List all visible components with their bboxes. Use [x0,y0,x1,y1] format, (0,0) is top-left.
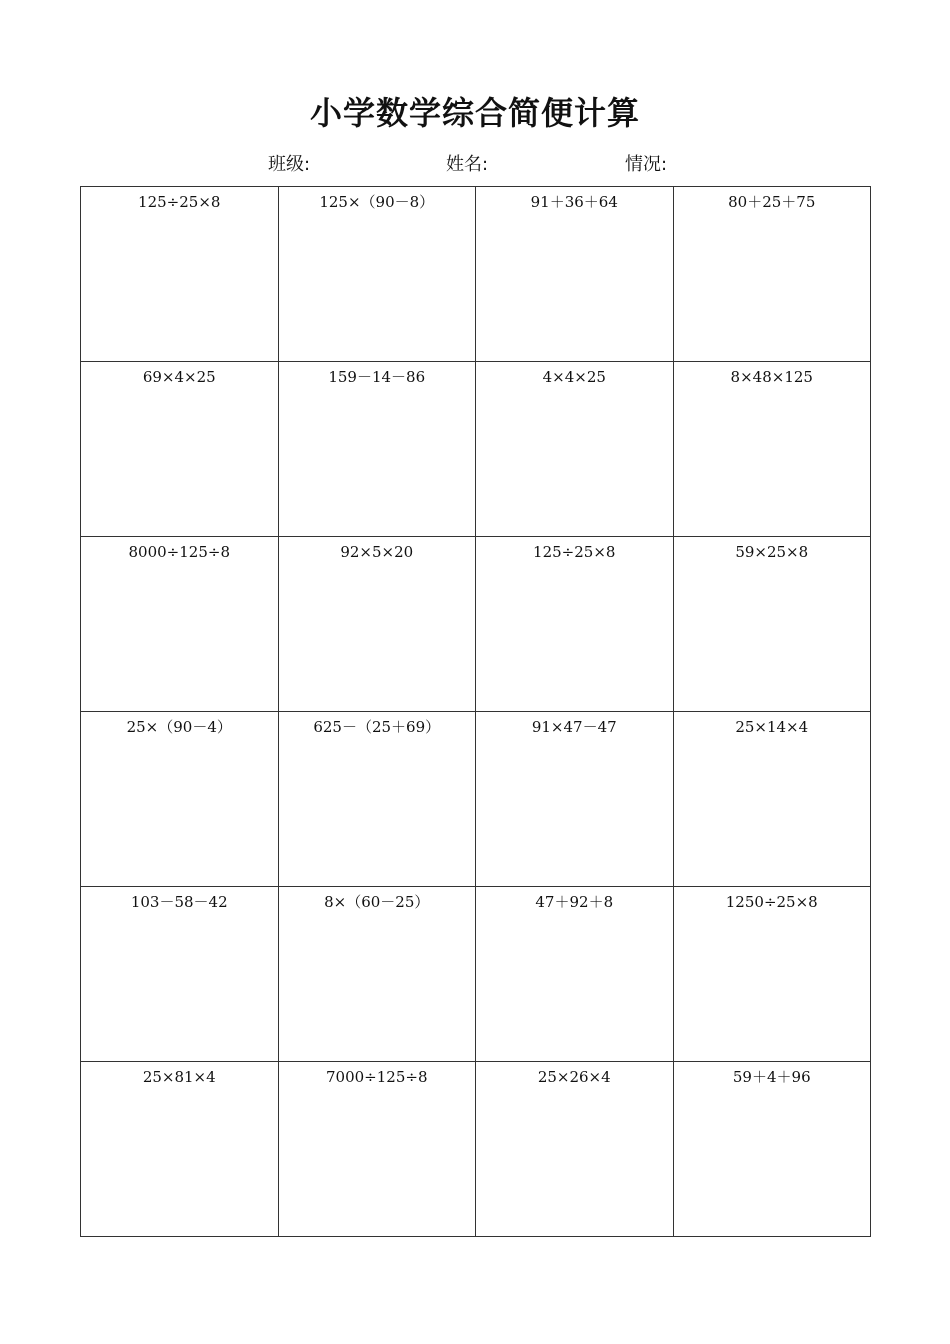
problem-cell: 59×25×8 [674,537,872,712]
problem-cell: 4×4×25 [476,362,674,537]
problem-cell: 8×（60－25） [279,887,477,1062]
worksheet-title: 小学数学综合简便计算 [309,94,640,132]
problem-cell: 103－58－42 [81,887,279,1062]
problem-cell: 125÷25×8 [476,537,674,712]
problem-cell: 159－14－86 [279,362,477,537]
problem-cell: 80＋25＋75 [674,187,872,362]
problem-cell: 91×47－47 [476,712,674,887]
problem-cell: 59＋4＋96 [674,1062,872,1237]
problem-cell: 125÷25×8 [81,187,279,362]
student-info-row [0,148,950,178]
problem-cell: 92×5×20 [279,537,477,712]
problem-cell: 625－（25＋69） [279,712,477,887]
problem-cell: 7000÷125÷8 [279,1062,477,1237]
problem-cell: 1250÷25×8 [674,887,872,1062]
problem-cell: 25×14×4 [674,712,872,887]
name-label: 姓名: [446,154,489,175]
problem-grid [80,186,871,1237]
class-label: 班级: [268,154,311,175]
problem-cell: 25×26×4 [476,1062,674,1237]
problem-cell: 8×48×125 [674,362,872,537]
problem-cell: 125×（90－8） [279,187,477,362]
problem-cell: 25×（90－4） [81,712,279,887]
problem-cell: 47＋92＋8 [476,887,674,1062]
problem-cell: 91＋36＋64 [476,187,674,362]
problem-cell: 8000÷125÷8 [81,537,279,712]
problem-cell: 69×4×25 [81,362,279,537]
problem-cell: 25×81×4 [81,1062,279,1237]
status-label: 情况: [625,154,668,175]
